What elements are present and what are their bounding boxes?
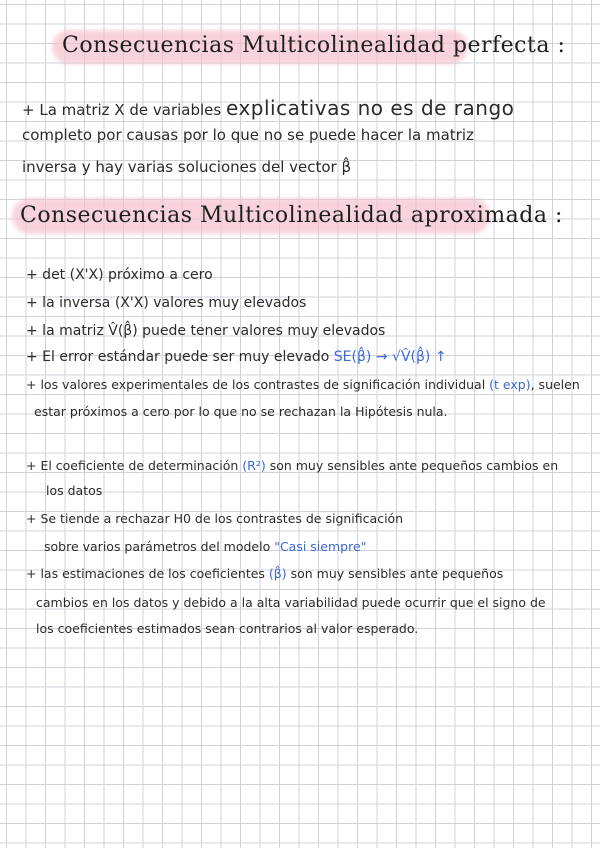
r-squared-label: (R²) — [242, 458, 266, 473]
section1-line-2-text: completo por causas por lo que no se puede hacer la matriz — [22, 126, 474, 144]
list-item: + det (X'X) próximo a cero — [26, 267, 213, 283]
t-exp-label: (t exp) — [489, 377, 531, 392]
casi-siempre-label: "Casi siempre" — [274, 539, 367, 554]
list-item: + El coeficiente de determinación (R²) son muy sensibles ante pequeños cambios en — [26, 458, 559, 473]
beta-hat-label: (β̂) — [268, 566, 287, 581]
list-item: + El error estándar puede ser muy elevado SE(β̂) → √V̂(β̂) ↑ — [26, 349, 447, 365]
standard-error-formula: SE(β̂) → √V̂(β̂) ↑ — [333, 349, 447, 365]
list-item: cambios en los datos y debido a la alta variabilidad puede ocurrir que el signo de — [36, 595, 546, 610]
list-item: + los valores experimentales de los contrastes de significación individual (t exp), suelen — [26, 377, 580, 392]
list-item: los datos — [46, 483, 103, 498]
section1-line-2 — [22, 128, 474, 143]
beta-hat-symbol: β̂ — [341, 158, 352, 176]
list-item: + la matriz V̂(β̂) puede tener valores muy elevados — [26, 323, 386, 339]
list-item: + las estimaciones de los coeficientes (β̂) son muy sensibles ante pequeños — [26, 566, 504, 581]
list-item: + Se tiende a rechazar H0 de los contrastes de significación — [26, 511, 404, 526]
list-item: sobre varios parámetros del modelo "Casi siempre" — [44, 539, 367, 554]
section1-title: Consecuencias Multicolinealidad perfecta : — [62, 33, 566, 58]
section2-title: Consecuencias Multicolinealidad aproximada : — [20, 203, 563, 228]
section1-line-3-text: inversa y hay varias soluciones del vector — [22, 158, 342, 176]
list-item: los coeficientes estimados sean contrarios al valor esperado. — [36, 621, 419, 636]
section1-line-3 — [22, 160, 351, 175]
list-item: + la inversa (X'X) valores muy elevados — [26, 295, 307, 311]
section1-line-1-text: + La matriz X de variables — [22, 101, 226, 119]
list-item: estar próximos a cero por lo que no se rechazan la Hipótesis nula. — [34, 404, 448, 419]
section1-line-1-emph: explicativas no es de rango — [225, 96, 515, 120]
section1-line-1 — [22, 98, 514, 118]
